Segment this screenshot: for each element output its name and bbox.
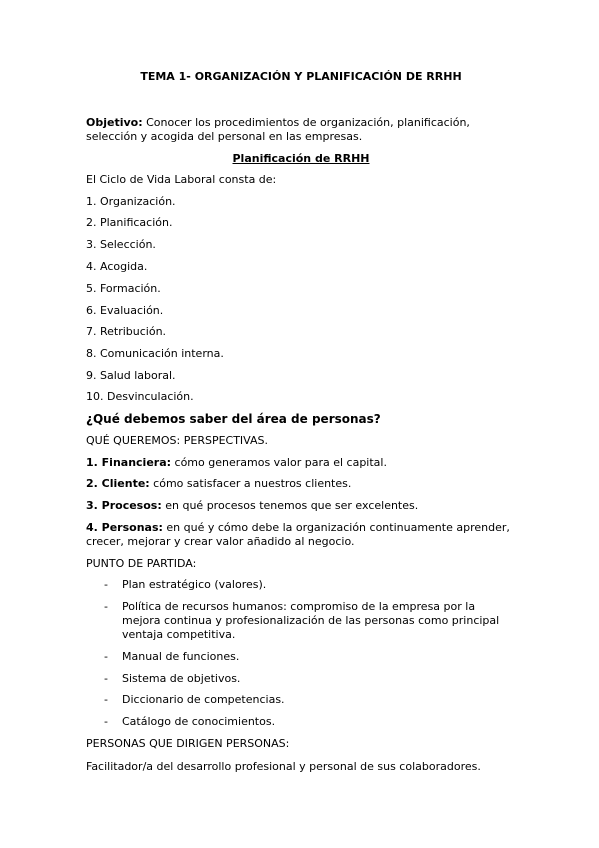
- perspective-text: cómo generamos valor para el capital.: [171, 456, 387, 469]
- objective-line-2: selección y acogida del personal en las empresas.: [86, 130, 363, 143]
- cycle-item: 7. Retribución.: [86, 325, 167, 338]
- cycle-item: 9. Salud laboral.: [86, 369, 176, 382]
- leaders-label: PERSONAS QUE DIRIGEN PERSONAS:: [86, 737, 290, 750]
- perspective-item: [86, 521, 510, 535]
- starting-point-item: Plan estratégico (valores).: [122, 578, 267, 591]
- cycle-intro: El Ciclo de Vida Laboral consta de:: [86, 173, 277, 186]
- cycle-item: 8. Comunicación interna.: [86, 347, 224, 360]
- perspective-text: cómo satisfacer a nuestros clientes.: [149, 477, 352, 490]
- perspective-text-continued: crecer, mejorar y crear valor añadido al negocio.: [86, 535, 355, 548]
- bullet-dash: -: [104, 650, 108, 663]
- bullet-dash: -: [104, 693, 108, 706]
- cycle-item: 5. Formación.: [86, 282, 161, 295]
- objective-text-1: Conocer los procedimientos de organización, planificación,: [142, 116, 470, 129]
- bullet-dash: -: [104, 600, 108, 613]
- cycle-item: 3. Selección.: [86, 238, 156, 251]
- cycle-item: 2. Planificación.: [86, 216, 173, 229]
- starting-point-item-continued: ventaja competitiva.: [122, 628, 236, 641]
- perspective-label: 4. Personas:: [86, 521, 163, 534]
- perspectives-label: QUÉ QUEREMOS: PERSPECTIVAS.: [86, 434, 269, 447]
- cycle-item: 4. Acogida.: [86, 260, 148, 273]
- document-title: TEMA 1- ORGANIZACIÓN Y PLANIFICACIÓN DE RRHH: [140, 70, 462, 83]
- perspective-label: 2. Cliente:: [86, 477, 150, 490]
- cycle-item: 6. Evaluación.: [86, 304, 164, 317]
- objective-line-1: [86, 116, 470, 130]
- perspective-item: [86, 499, 418, 513]
- question-heading: ¿Qué debemos saber del área de personas?: [86, 412, 381, 426]
- section-heading: Planificación de RRHH: [232, 152, 370, 165]
- bullet-dash: -: [104, 578, 108, 591]
- leaders-text: Facilitador/a del desarrollo profesional y personal de sus colaboradores.: [86, 760, 481, 773]
- starting-point-item: Diccionario de competencias.: [122, 693, 285, 706]
- starting-point-item: Catálogo de conocimientos.: [122, 715, 276, 728]
- starting-point-label: PUNTO DE PARTIDA:: [86, 557, 197, 570]
- perspective-item: [86, 456, 387, 470]
- bullet-dash: -: [104, 715, 108, 728]
- cycle-item: 10. Desvinculación.: [86, 390, 194, 403]
- perspective-label: 3. Procesos:: [86, 499, 162, 512]
- perspective-item: [86, 477, 351, 491]
- starting-point-item: Manual de funciones.: [122, 650, 240, 663]
- objective-label: Objetivo:: [86, 116, 143, 129]
- starting-point-item: Política de recursos humanos: compromiso de la empresa por la: [122, 600, 476, 613]
- starting-point-item-continued: mejora continua y profesionalización de las personas como principal: [122, 614, 500, 627]
- perspective-label: 1. Financiera:: [86, 456, 172, 469]
- bullet-dash: -: [104, 672, 108, 685]
- cycle-item: 1. Organización.: [86, 195, 176, 208]
- perspective-text: en qué y cómo debe la organización continuamente aprender,: [162, 521, 510, 534]
- starting-point-item: Sistema de objetivos.: [122, 672, 241, 685]
- perspective-text: en qué procesos tenemos que ser excelentes.: [161, 499, 419, 512]
